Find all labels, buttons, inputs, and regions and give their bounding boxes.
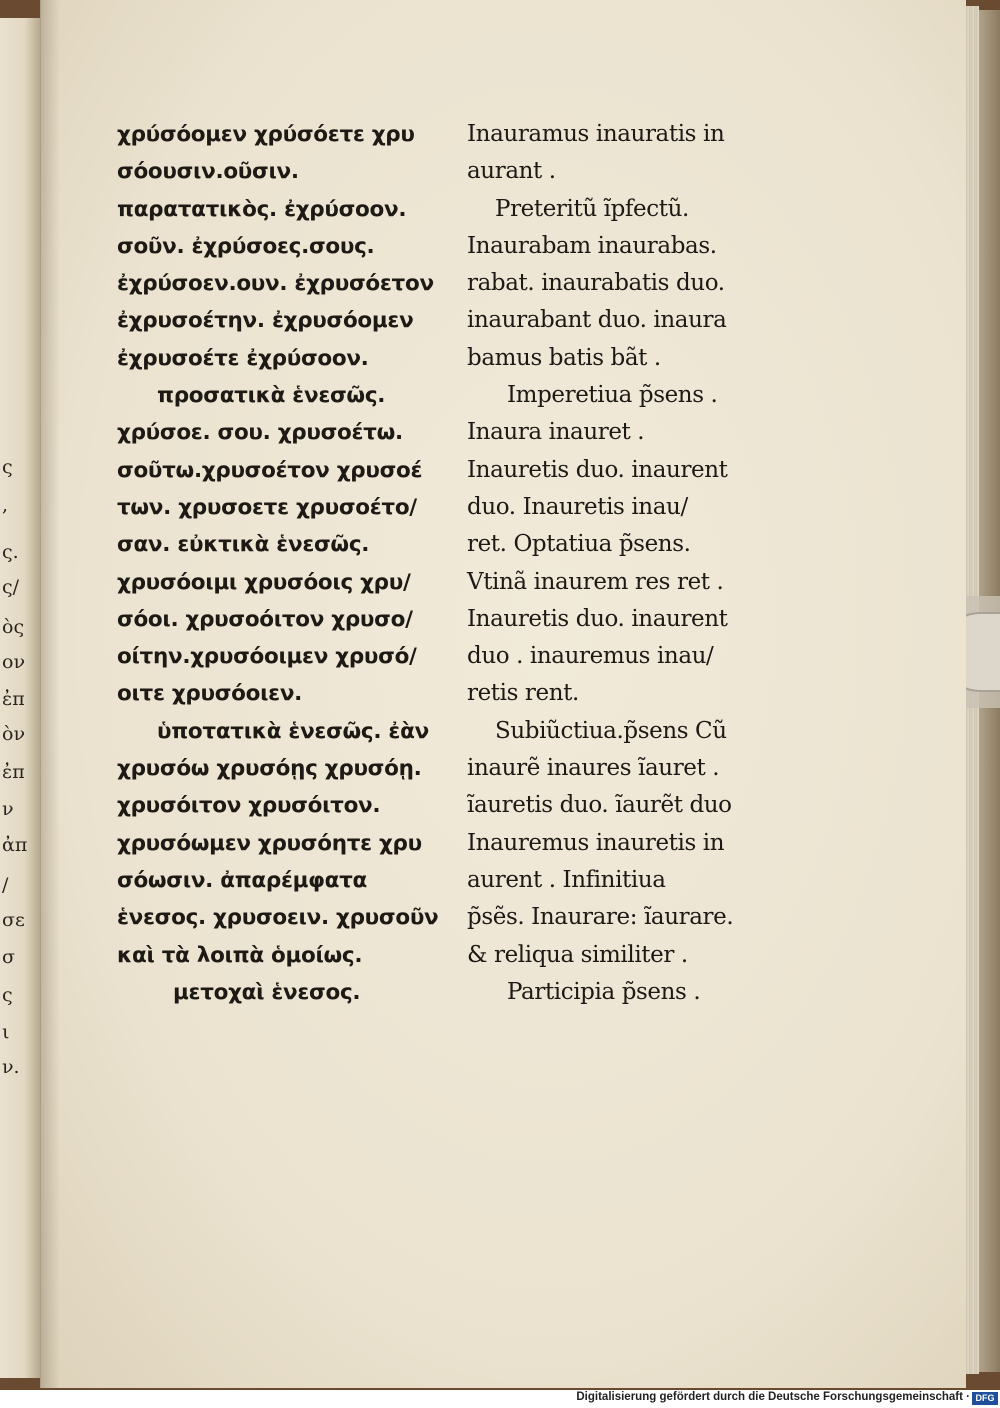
text-line: των. χρυσοετε χρυσοέτο/: [117, 494, 417, 520]
text-line: inaurabant duo. inaura: [467, 307, 727, 334]
funding-credit: Digitalisierung gefördert durch die Deutsche Forschungsgemeinschaft ·: [576, 1391, 970, 1403]
text-line: Inauretis duo. inaurent: [467, 605, 728, 632]
margin-fragment: ον: [2, 651, 25, 673]
margin-fragment: ὸν: [2, 723, 25, 745]
margin-fragment: σε: [2, 909, 25, 931]
text-line: παρατατικὸς. ἐχρύσοον.: [117, 196, 407, 222]
text-line: οιτε χρυσόοιεν.: [117, 681, 303, 707]
text-line: retis rent.: [467, 680, 579, 707]
section-heading: Participia p̃sens .: [507, 978, 701, 1005]
text-line: Inauramus inauratis in: [467, 121, 725, 147]
margin-fragment: ἀπ: [2, 834, 28, 856]
margin-fragment: ς/: [2, 576, 20, 598]
text-line: ἐχρυσοέτε ἐχρύσοον.: [117, 345, 369, 371]
text-line: duo. Inauretis inau/: [467, 493, 688, 520]
text-line: σοῦν. ἐχρύσοες.σους.: [117, 233, 375, 259]
text-line: Inaurabam inaurabas.: [467, 232, 717, 259]
section-heading: μετοχαὶ ἑνεσος.: [173, 979, 361, 1005]
margin-fragment: ὸς: [2, 616, 25, 638]
margin-fragment: ,: [2, 494, 9, 516]
text-line: χρυσόω χρυσόῃς χρυσόῃ.: [117, 756, 422, 782]
text-line: χρυσόωμεν χρυσόητε χρυ: [117, 830, 422, 856]
text-line: καὶ τὰ λοιπὰ ὁμοίως.: [117, 942, 363, 968]
text-line: ἑνεσος. χρυσοειν. χρυσοῦν: [117, 905, 439, 931]
gutter-shadow: [40, 0, 60, 1388]
latin-text-column: [467, 116, 767, 1011]
margin-fragment: ν: [2, 798, 14, 820]
text-line: bamus batis bãt .: [467, 344, 661, 371]
text-line: χρυσόιτον χρυσόιτον.: [117, 793, 381, 819]
section-heading: Subiũctiua.p̃sens Cũ: [495, 717, 727, 744]
text-line: aurent . Infinitiua: [467, 866, 666, 893]
margin-fragment: ς: [2, 984, 13, 1006]
margin-fragment: /: [2, 874, 9, 896]
text-line: χρυσόοιμι χρυσόοις χρυ/: [117, 569, 411, 595]
margin-fragment: ς: [2, 456, 13, 478]
text-line: rabat. inaurabatis duo.: [467, 270, 725, 297]
greek-text-column: [117, 116, 467, 1011]
text-line: duo . inauremus inau/: [467, 643, 714, 670]
text-line: Inauremus inauretis in: [467, 829, 725, 856]
text-line: σοῦτω.χρυσοέτον χρυσοέ: [117, 457, 423, 483]
text-line: aurant .: [467, 158, 556, 185]
section-heading: Imperetiua p̃sens .: [507, 382, 718, 409]
margin-fragment: ι: [2, 1021, 10, 1043]
text-line: inaurẽ inaures ĩauret .: [467, 755, 720, 782]
margin-fragment: ν.: [2, 1056, 20, 1078]
section-heading: Preteritũ ĩpfectũ.: [495, 195, 689, 222]
text-line: p̃sẽs. Inaurare: ĩaurare.: [467, 904, 734, 931]
text-line: χρύσοε. σου. χρυσοέτω.: [117, 420, 403, 446]
text-line: σόωσιν. ἀπαρέμφατα: [117, 867, 368, 893]
text-line: Vtinã inaurem res ret .: [467, 568, 724, 595]
text-line: σόοι. χρυσοόιτον χρυσο/: [117, 606, 413, 632]
text-line: ἐχρύσοεν.ουν. ἐχρυσόετον: [117, 271, 434, 297]
text-line: σαν. εὐκτικὰ ἑνεσῶς.: [117, 532, 370, 558]
margin-fragment: ἐπ: [2, 761, 25, 783]
margin-fragment: ἐπ: [2, 688, 25, 710]
text-line: ĩauretis duo. ĩaurẽt duo: [467, 792, 732, 819]
text-line: σόουσιν.οῦσιν.: [117, 159, 299, 185]
text-line: Inaura inauret .: [467, 419, 645, 446]
text-line: Inauretis duo. inaurent: [467, 456, 728, 483]
left-facing-page-edge: [0, 18, 44, 1378]
section-heading: προσατικὰ ἑνεσῶς.: [157, 383, 386, 409]
margin-fragment: ς.: [2, 541, 19, 563]
margin-fragment: σ: [2, 946, 15, 968]
text-line: ἐχρυσοέτην. ἐχρυσόομεν: [117, 308, 414, 334]
text-line: & reliqua similiter .: [467, 941, 688, 968]
text-line: ret. Optatiua p̃sens.: [467, 531, 691, 558]
text-line: οίτην.χρυσόοιμεν χρυσό/: [117, 644, 417, 670]
text-line: χρύσόομεν χρύσόετε χρυ: [117, 122, 415, 147]
section-heading: ὑποτατικὰ ἑνεσῶς. ἐὰν: [157, 718, 429, 744]
dfg-logo: DFG: [972, 1392, 998, 1405]
